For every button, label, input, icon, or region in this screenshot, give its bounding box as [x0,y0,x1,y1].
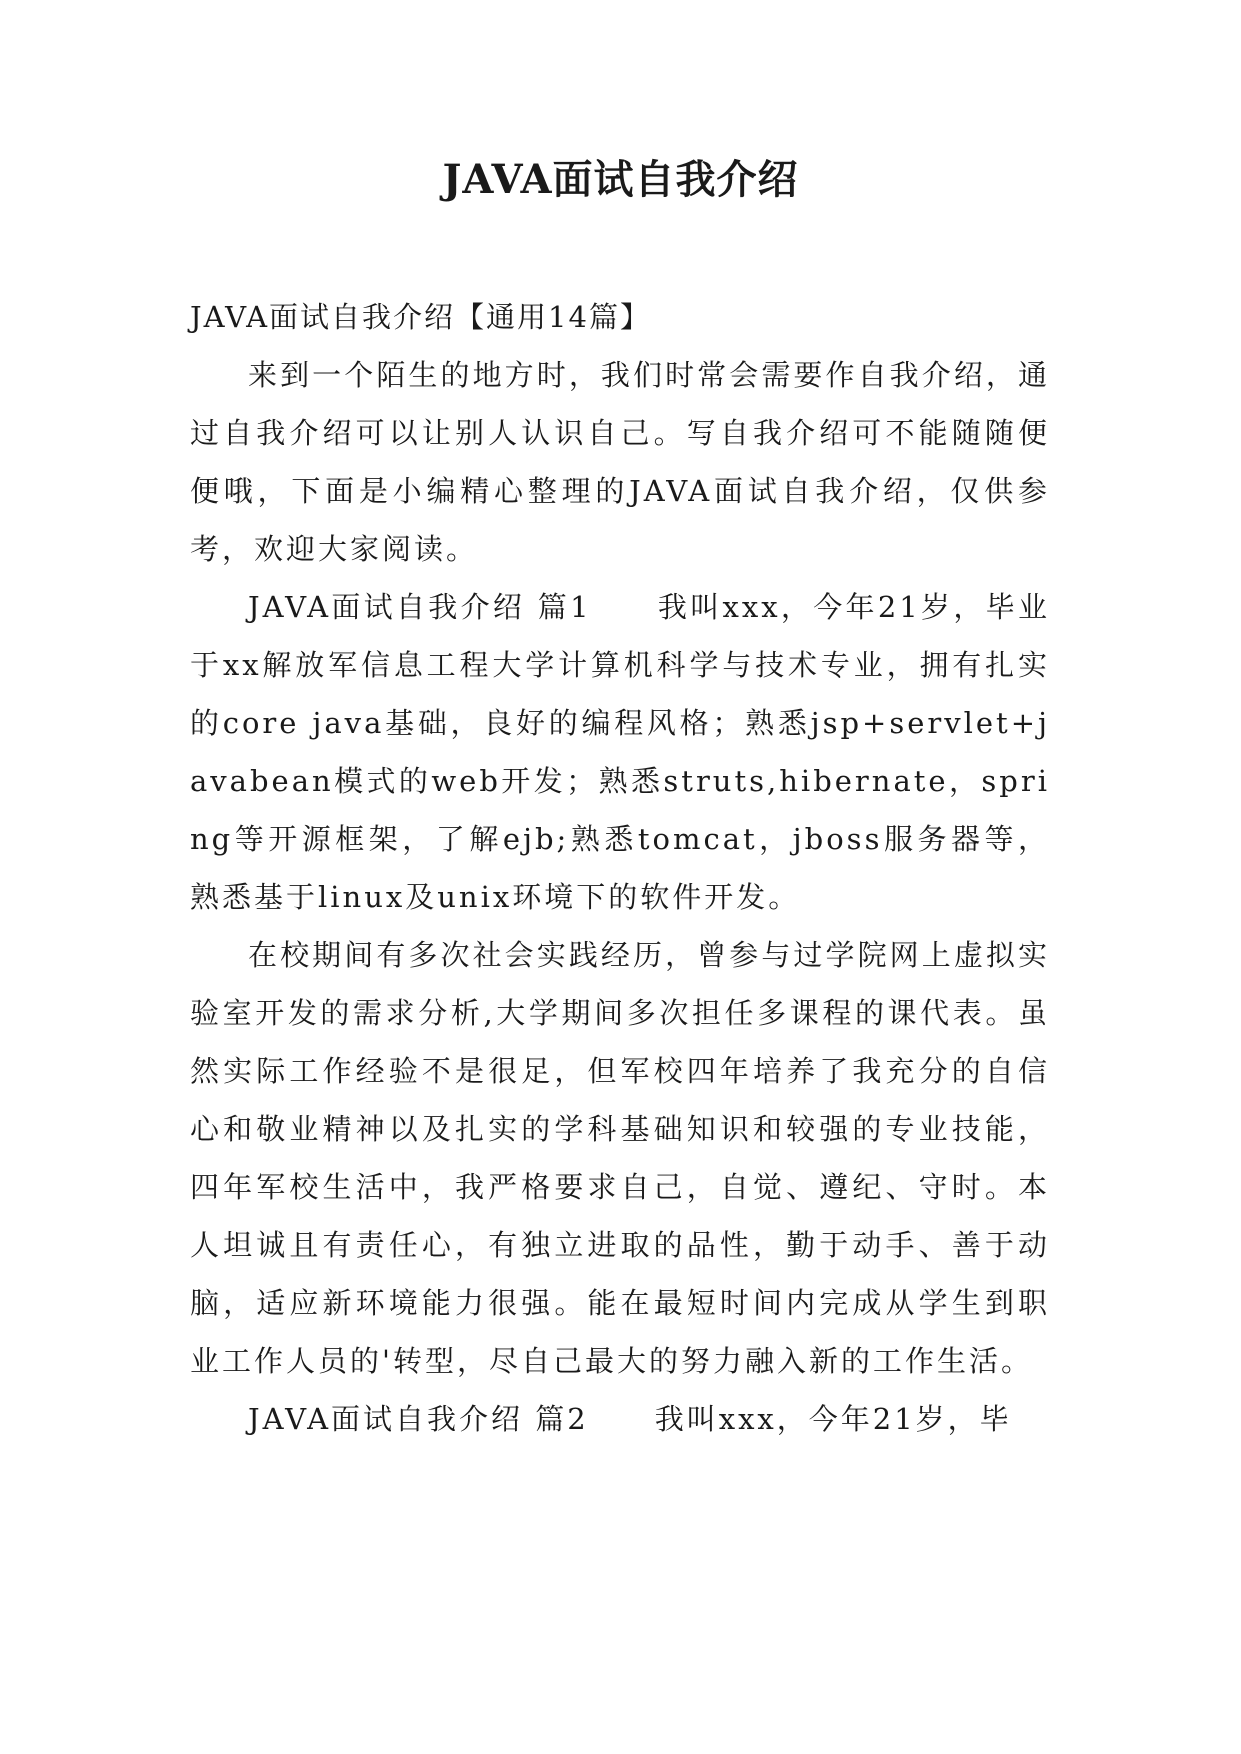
document-body [190,288,1050,1448]
intro-paragraph: 来到一个陌生的地方时，我们时常会需要作自我介绍，通过自我介绍可以让别人认识自己。写自我介绍可不能随随便便哦，下面是小编精心整理的JAVA面试自我介绍，仅供参考，欢迎大家阅读。 [190,358,1050,566]
section-1-text-1: 我叫xxx，今年21岁，毕业于xx解放军信息工程大学计算机科学与技术专业，拥有扎实的core java基础，良好的编程风格；熟悉jsp+servlet+javabean模式的web开发；熟悉struts,hibernate，spring等开源框架，了解ejb;熟悉tomcat，jboss服务器等，熟悉基于linux及unix环境下的软件开发。 [190,590,1051,914]
section-1-paragraph-2: 在校期间有多次社会实践经历，曾参与过学院网上虚拟实验室开发的需求分析,大学期间多次担任多课程的课代表。虽然实际工作经验不是很足，但军校四年培养了我充分的自信心和敬业精神以及扎实的学科基础知识和较强的专业技能，四年军校生活中，我严格要求自己，自觉、遵纪、守时。本人坦诚且有责任心，有独立进取的品性，勤于动手、善于动脑，适应新环境能力很强。能在最短时间内完成从学生到职业工作人员的'转型，尽自己最大的努力融入新的工作生活。 [190,938,1050,1378]
section-2-text-1: 我叫xxx，今年21岁，毕 [654,1402,1012,1436]
document-title: JAVA面试自我介绍 [442,156,799,203]
section-2-heading: JAVA面试自我介绍 篇2 [248,1402,589,1436]
document-subtitle: JAVA面试自我介绍【通用14篇】 [190,300,651,334]
section-2-paragraph-1 [190,1390,1050,1448]
section-1-heading: JAVA面试自我介绍 篇1 [248,590,592,624]
section-1-paragraph-1 [190,578,1050,926]
